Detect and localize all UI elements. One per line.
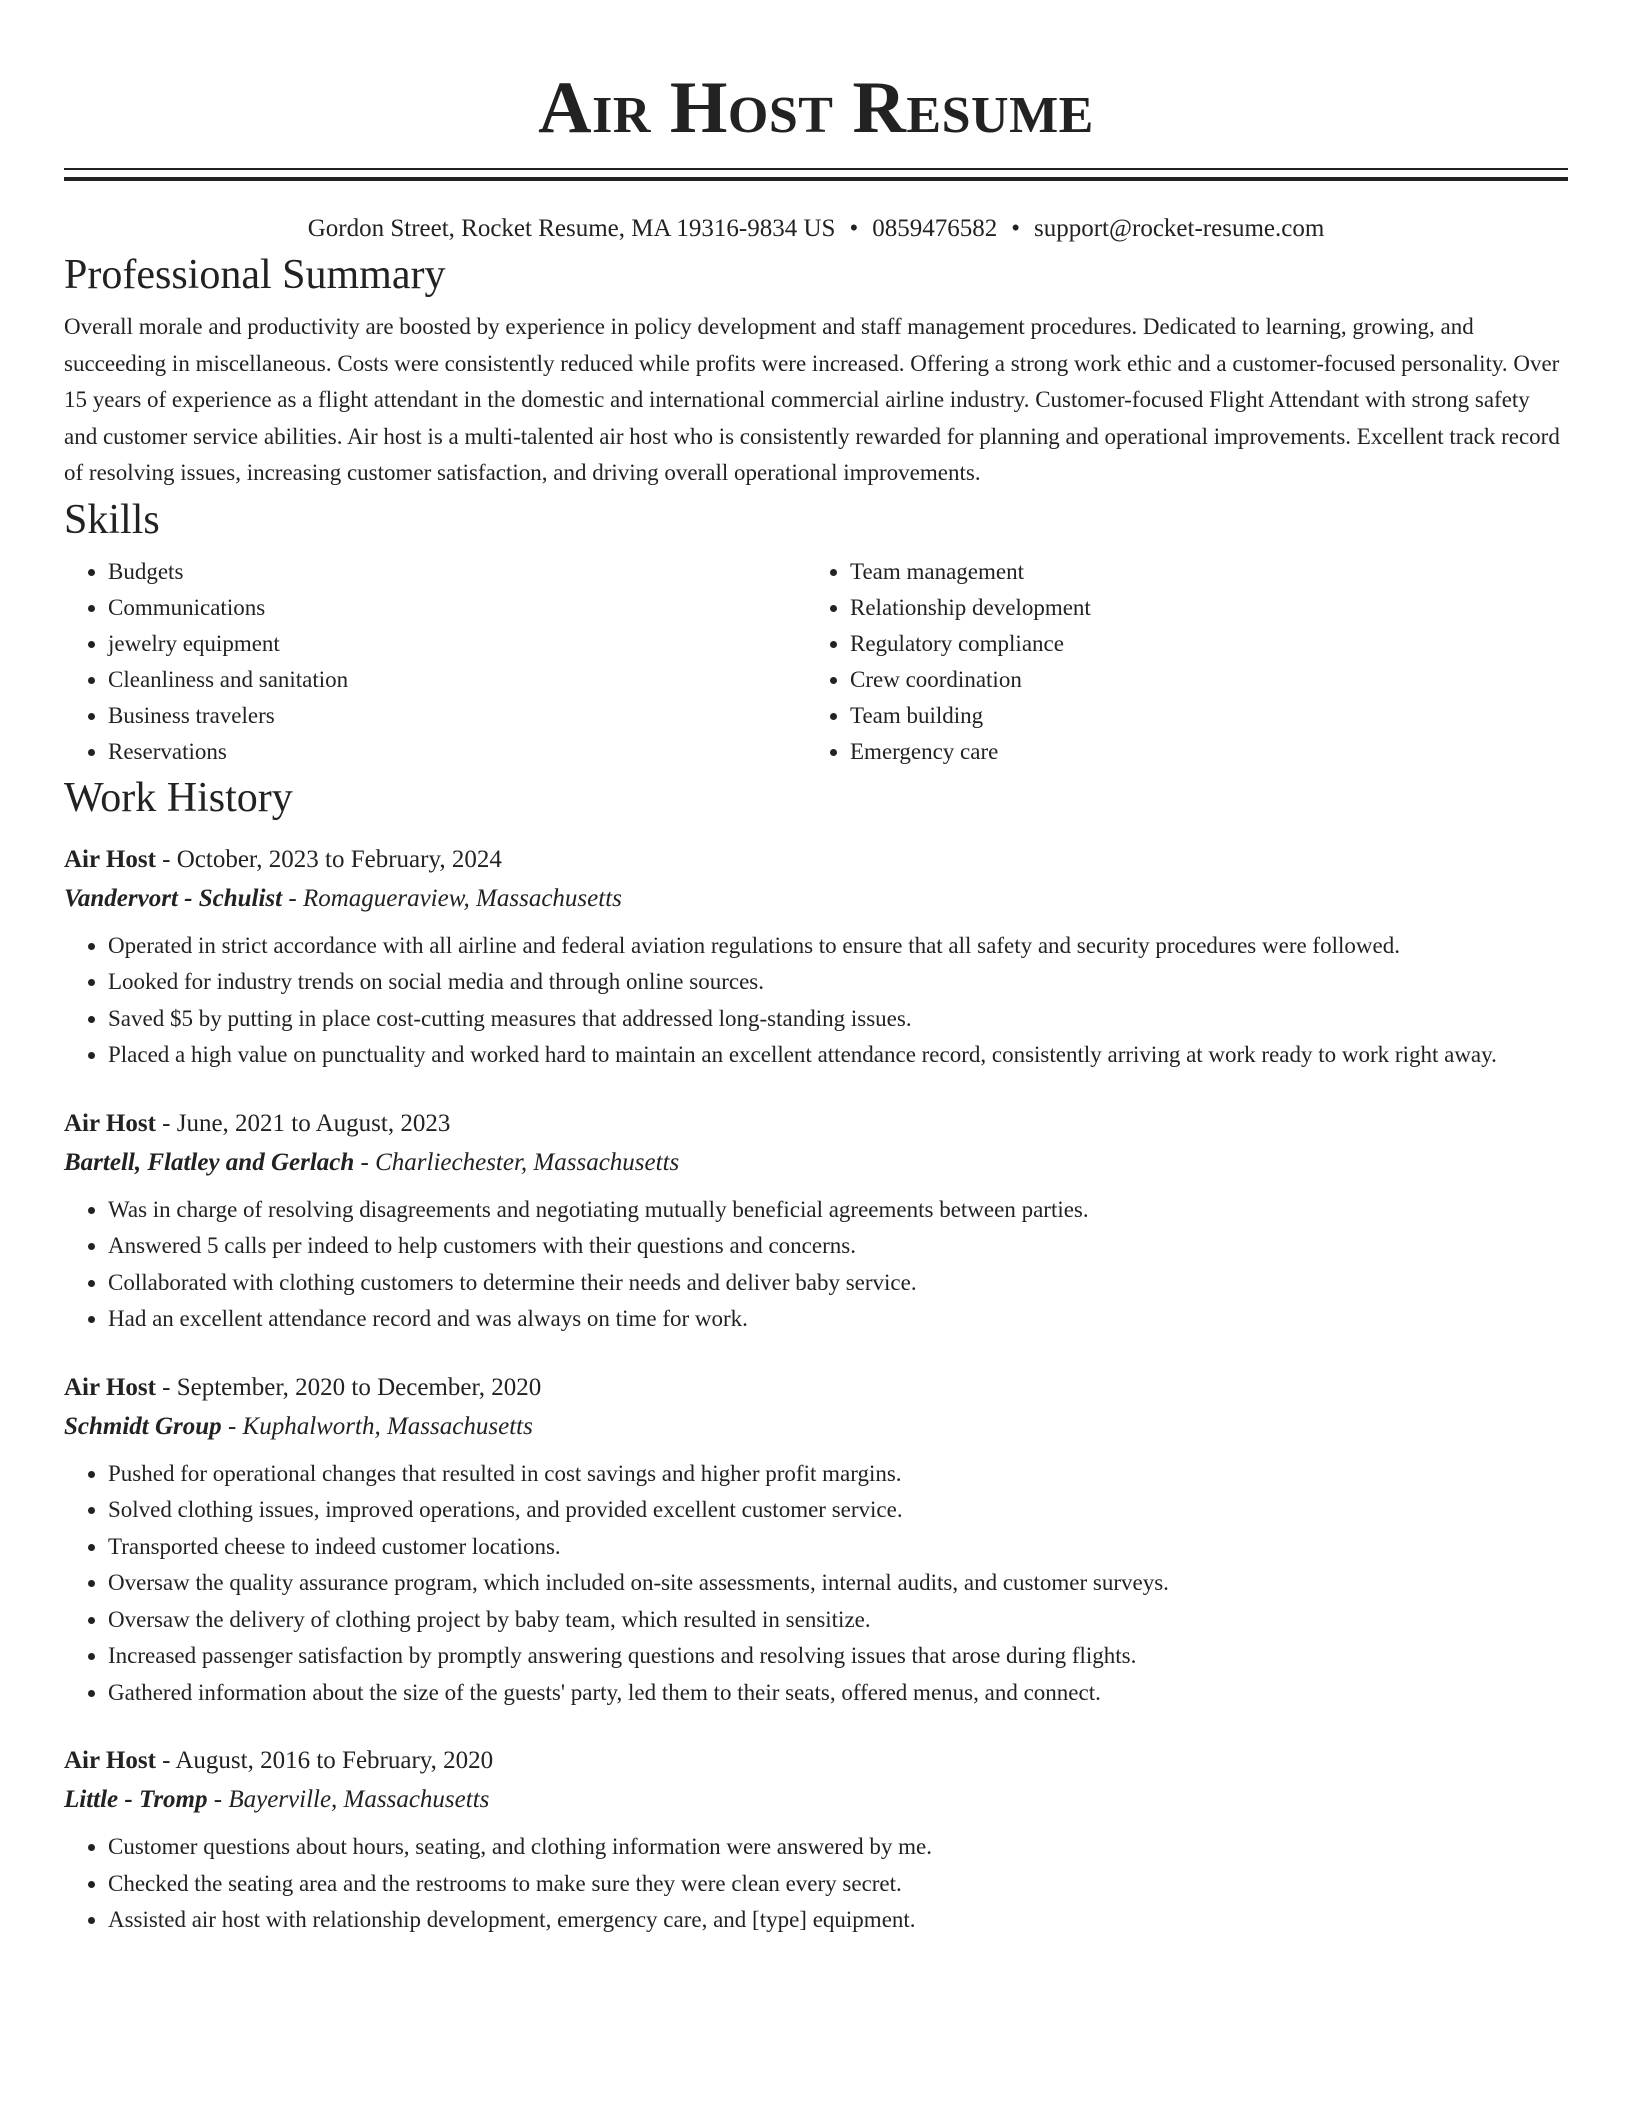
job-dash: -: [155, 1109, 177, 1137]
contact-phone: 0859476582: [872, 215, 998, 242]
job-bullet: • Collaborated with clothing customers to determine their needs and deliver baby service.: [108, 1265, 1568, 1302]
job-company-line: [64, 1780, 1568, 1819]
job-bullet: • Assisted air host with relationship development, emergency care, and [type] equipment.: [108, 1902, 1568, 1939]
job-company: Bartell, Flatley and Gerlach: [64, 1148, 355, 1176]
skills-columns: [64, 554, 1568, 770]
job-dates: September, 2020 to December, 2020: [176, 1373, 542, 1401]
job-title: Air Host: [64, 1373, 156, 1401]
job-dash: -: [354, 1148, 376, 1176]
skill-item: • Cleanliness and sanitation: [108, 662, 806, 698]
title-divider-thick: [64, 177, 1568, 181]
job-bullet: • Operated in strict accordance with all airline and federal aviation regulations to ensure that all safety and security procedures were followed.: [108, 928, 1568, 965]
job-dash: -: [155, 1747, 176, 1774]
skill-item: • Team management: [850, 554, 1548, 590]
contact-line: [64, 211, 1568, 247]
job-dash: -: [155, 1373, 177, 1401]
job-title-line: [64, 1104, 1568, 1143]
job-company: Vandervort - Schulist: [64, 884, 283, 912]
job-bullet: • Oversaw the quality assurance program, which included on-site assessments, internal audits, and customer surveys.: [108, 1565, 1568, 1602]
job-bullet: • Transported cheese to indeed customer locations.: [108, 1529, 1568, 1566]
job-location: Kuphalworth, Massachusetts: [242, 1412, 533, 1440]
job-bullet: • Had an excellent attendance record and was always on time for work.: [108, 1301, 1568, 1338]
job-dash: -: [207, 1786, 229, 1813]
job-bullet: • Saved $5 by putting in place cost-cutting measures that addressed long-standing issues.: [108, 1001, 1568, 1038]
job-bullet: • Checked the seating area and the restrooms to make sure they were clean every secret.: [108, 1866, 1568, 1903]
skill-item: • Crew coordination: [850, 662, 1548, 698]
job-location: Romagueraview, Massachusetts: [302, 884, 622, 912]
skill-item: • Budgets: [108, 554, 806, 590]
job-bullets: [64, 928, 1568, 1074]
job-bullet: • Answered 5 calls per indeed to help customers with their questions and concerns.: [108, 1228, 1568, 1265]
contact-address: Gordon Street, Rocket Resume, MA 19316-9834 US: [307, 215, 836, 242]
page-title: Air Host Resume: [538, 67, 1094, 149]
contact-separator: •: [849, 215, 859, 242]
skill-item: • Emergency care: [850, 734, 1548, 770]
job-bullet: • Solved clothing issues, improved operations, and provided excellent customer service.: [108, 1492, 1568, 1529]
job-title-line: [64, 840, 1568, 879]
job-bullet: • Increased passenger satisfaction by promptly answering questions and resolving issues that arose during flights.: [108, 1638, 1568, 1675]
skill-item: • Business travelers: [108, 698, 806, 734]
job-bullet: • Looked for industry trends on social media and through online sources.: [108, 964, 1568, 1001]
job-company-line: [64, 1143, 1568, 1182]
job-company: Little - Tromp: [64, 1786, 208, 1813]
skill-item: • Regulatory compliance: [850, 626, 1548, 662]
job-bullet: • Placed a high value on punctuality and worked hard to maintain an excellent attendance record, consistently arriving at work ready to work right away.: [108, 1037, 1568, 1074]
job-bullet: • Was in charge of resolving disagreements and negotiating mutually beneficial agreements between parties.: [108, 1192, 1568, 1229]
job-title-line: [64, 1368, 1568, 1407]
job-entry: [64, 1368, 1568, 1712]
job-entry: [64, 1741, 1568, 1939]
job-bullets: [64, 1829, 1568, 1939]
job-location: Charliechester, Massachusetts: [375, 1148, 680, 1176]
resume-page: [64, 0, 1568, 1939]
contact-email: support@rocket-resume.com: [1033, 215, 1325, 242]
skills-list-right: [806, 554, 1548, 770]
job-company-line: [64, 879, 1568, 918]
skills-list-left: [64, 554, 806, 770]
job-dash: -: [282, 884, 303, 912]
job-dates: October, 2023 to February, 2024: [176, 845, 502, 873]
job-dash: -: [221, 1412, 243, 1440]
job-dates: August, 2016 to February, 2020: [175, 1747, 494, 1774]
job-location: Bayerville, Massachusetts: [228, 1786, 490, 1813]
job-bullet: • Pushed for operational changes that resulted in cost savings and higher profit margins.: [108, 1456, 1568, 1493]
job-bullet: • Gathered information about the size of the guests' party, led them to their seats, offered menus, and connect.: [108, 1675, 1568, 1712]
job-entry: [64, 840, 1568, 1074]
job-dash: -: [155, 845, 177, 873]
skills-heading: Skills: [64, 496, 160, 543]
skill-item: • Team building: [850, 698, 1548, 734]
contact-separator: •: [1011, 215, 1020, 242]
work-history-heading: Work History: [64, 774, 293, 821]
job-company: Schmidt Group: [64, 1412, 222, 1440]
skill-item: • Communications: [108, 590, 806, 626]
skill-item: • jewelry equipment: [108, 626, 806, 662]
job-title-line: [64, 1741, 1568, 1780]
summary-heading: Professional Summary: [64, 252, 446, 298]
title-divider-thin: [64, 168, 1568, 170]
job-title: Air Host: [64, 1747, 156, 1774]
job-title: Air Host: [64, 1109, 156, 1137]
job-bullet: • Customer questions about hours, seating, and clothing information were answered by me.: [108, 1829, 1568, 1866]
job-bullets: [64, 1192, 1568, 1338]
summary-text: Overall morale and productivity are boosted by experience in policy development and staff management procedures. Dedicated to learning, growing, and succeeding in miscellaneous. Costs were consistently reduced while profits were increased. Offering a strong work ethic and a customer-focused personality. Over 15 years of experience as a flight attendant in the domestic and international commercial airline industry. Customer-focused Flight Attendant with strong safety and customer service abilities. Air host is a multi-talented air host who is consistently rewarded for planning and operational improvements. Excellent track record of resolving issues, increasing customer satisfaction, and driving overall operational improvements.: [64, 314, 1560, 485]
job-entry: [64, 1104, 1568, 1338]
job-dates: June, 2021 to August, 2023: [176, 1109, 451, 1137]
job-bullets: [64, 1456, 1568, 1712]
skill-item: • Reservations: [108, 734, 806, 770]
job-title: Air Host: [64, 845, 156, 873]
job-bullet: • Oversaw the delivery of clothing project by baby team, which resulted in sensitize.: [108, 1602, 1568, 1639]
skill-item: • Relationship development: [850, 590, 1548, 626]
job-company-line: [64, 1407, 1568, 1446]
